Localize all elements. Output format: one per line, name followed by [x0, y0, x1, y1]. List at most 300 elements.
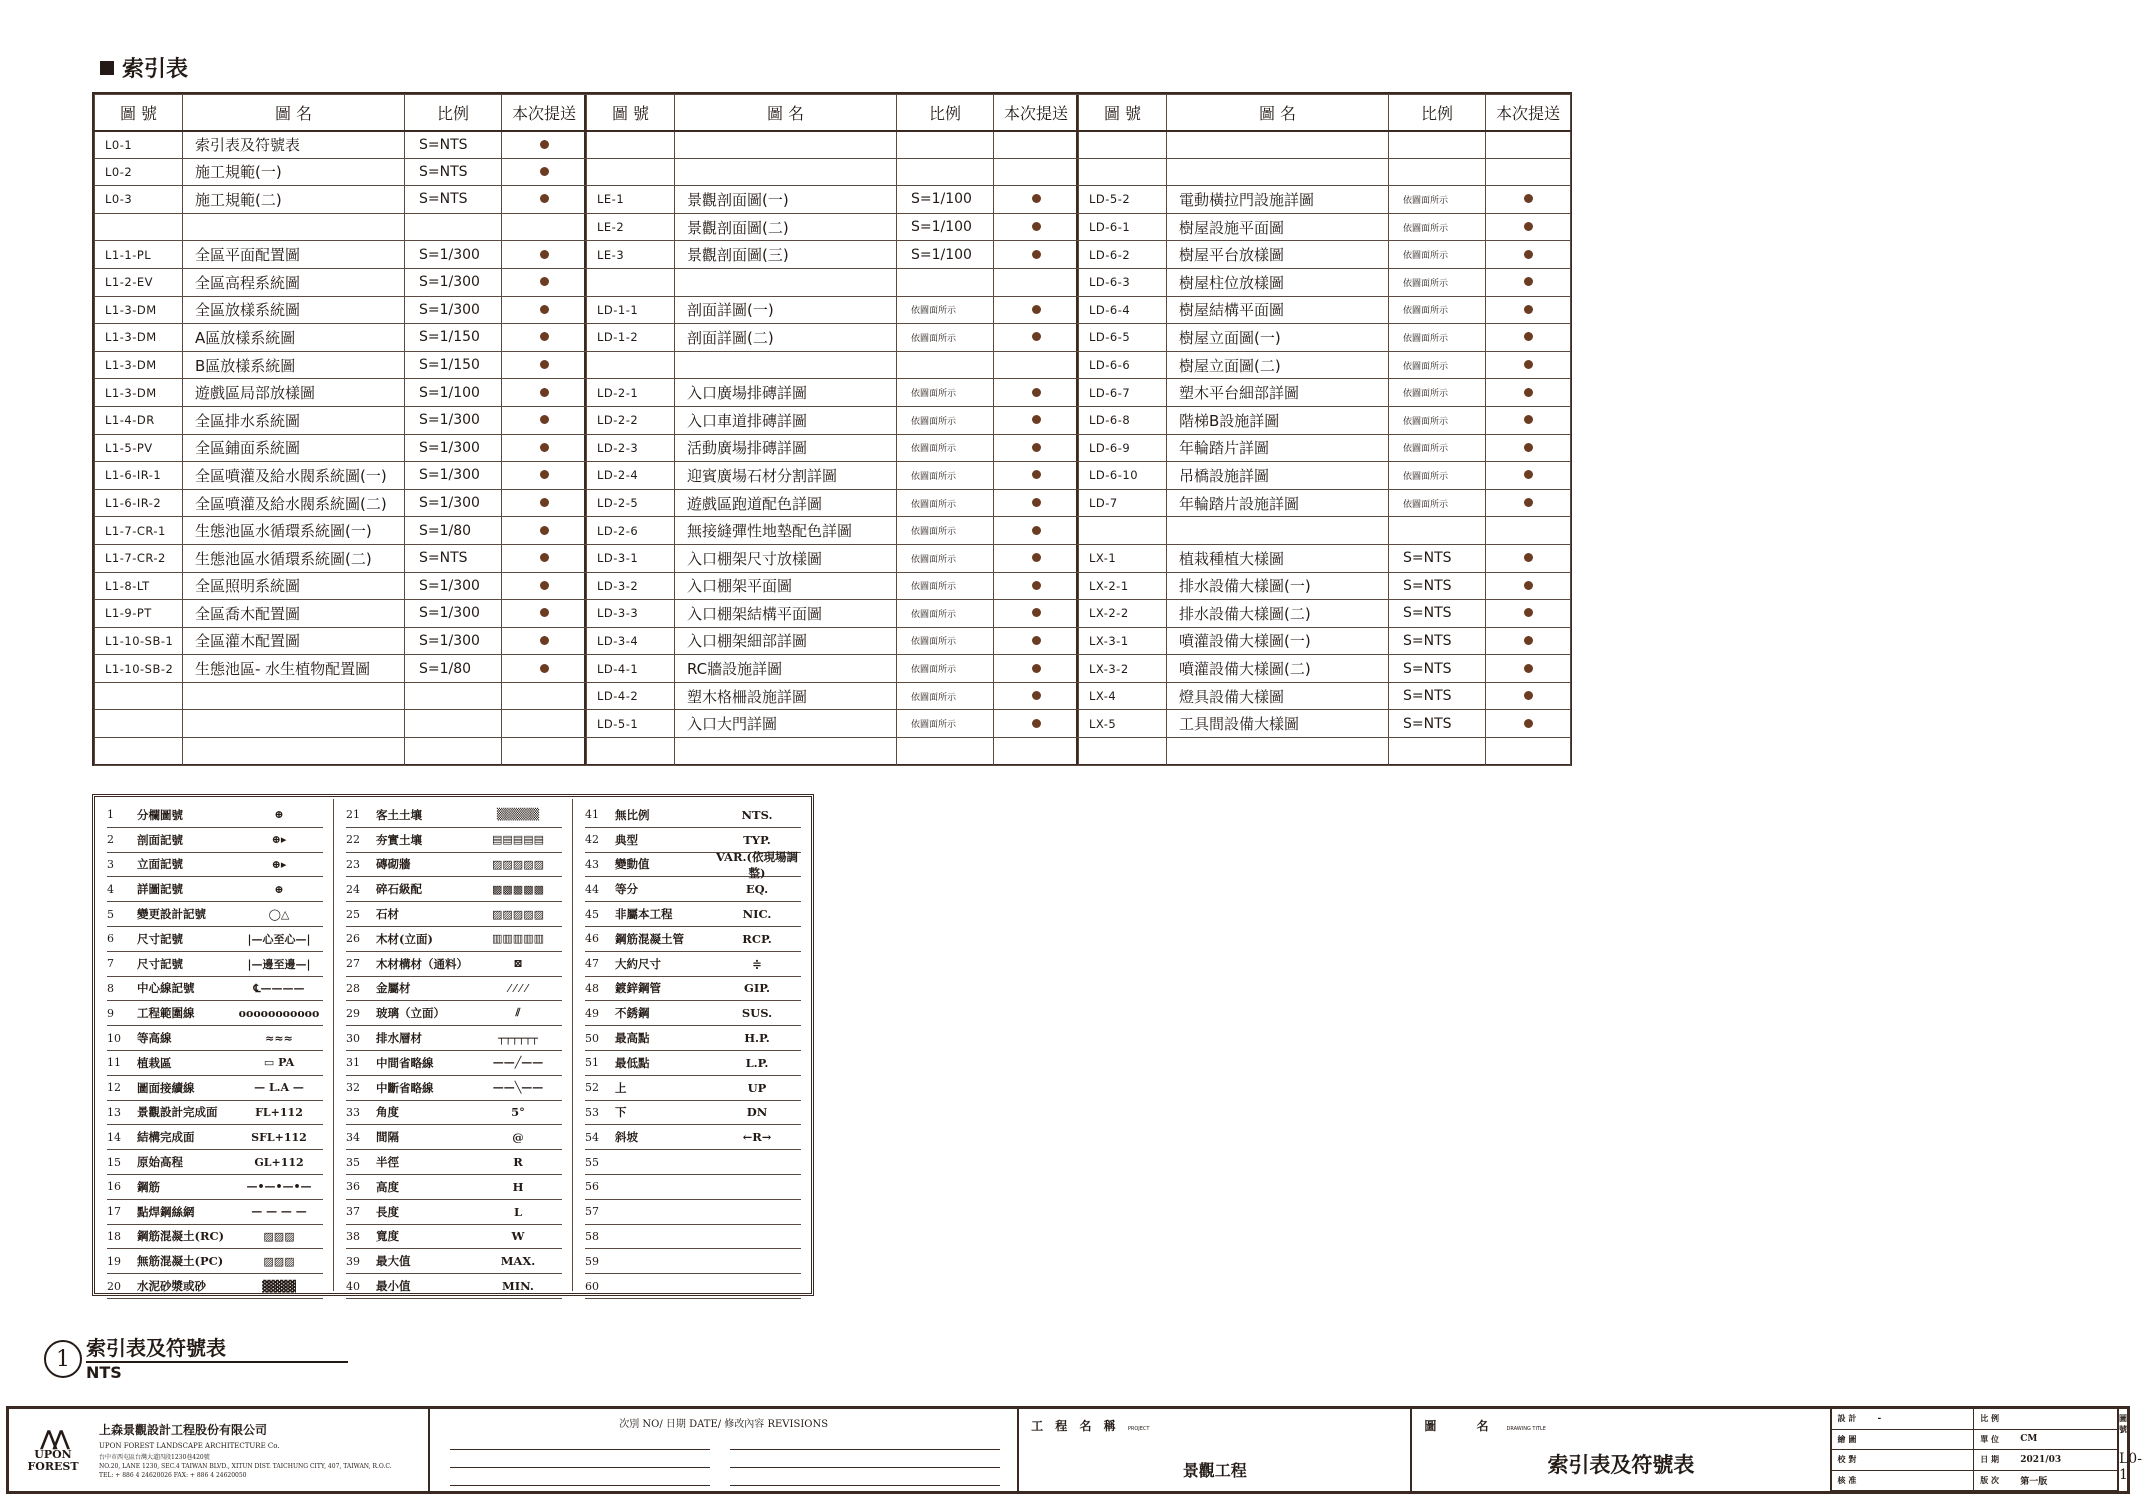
symbol-label: 夯實土壤 [376, 832, 422, 847]
drawing-title: 索引表及符號表 [1547, 1453, 1695, 1477]
symbol-label: 半徑 [376, 1155, 399, 1170]
symbol-row [585, 1274, 801, 1299]
index-group-1 [94, 94, 586, 764]
drawing-code: LD-4-1 [587, 655, 675, 683]
drawing-code: LD-2-5 [587, 489, 675, 517]
symbol-glyph: EQ. [745, 882, 769, 897]
symbol-glyph: ┬┬┬┬┬┬ [498, 1031, 538, 1045]
company-tel: TEL: + 886 4 24620026 FAX: + 886 4 24620050 [99, 1472, 247, 1479]
drawing-scale: 依圖面所示 [1389, 489, 1486, 517]
drawing-scale: S=NTS [1389, 710, 1486, 738]
submit-mark [502, 489, 587, 517]
symbol-column-2 [334, 799, 573, 1294]
symbol-number: 9 [107, 1006, 114, 1020]
symbol-label: 中心線記號 [137, 981, 195, 996]
drawing-name: 全區鋪面系統圖 [183, 434, 405, 462]
bullet-dot-icon [1524, 360, 1533, 369]
submit-mark [502, 572, 587, 600]
submit-mark [1486, 351, 1571, 379]
drawing-scale: 依圖面所示 [1389, 296, 1486, 324]
drawing-name: 工具間設備大樣圖 [1167, 710, 1389, 738]
caption-title: 索引表及符號表 [86, 1332, 348, 1363]
bullet-dot-icon [540, 305, 549, 314]
table-row [587, 738, 1079, 766]
symbol-row [585, 977, 801, 1002]
symbol-row [107, 1101, 323, 1126]
symbol-glyph: ⁄ ⁄ ⁄ ⁄ [508, 981, 528, 995]
submit-mark [1486, 489, 1571, 517]
drawing-name: 剖面詳圖(一) [675, 296, 897, 324]
drawing-code: LD-3-2 [587, 572, 675, 600]
drawing-code: LD-4-2 [587, 682, 675, 710]
bullet-dot-icon [1032, 498, 1041, 507]
symbol-number: 6 [107, 932, 114, 946]
submit-mark [502, 131, 587, 159]
symbol-glyph: ⫽ [515, 1006, 521, 1020]
symbol-label: 最高點 [615, 1031, 650, 1046]
symbol-glyph: NIC. [742, 907, 772, 922]
bullet-dot-icon [1524, 719, 1533, 728]
symbol-number: 50 [585, 1031, 599, 1045]
drawing-scale: S=NTS [1389, 600, 1486, 628]
table-row [587, 517, 1079, 545]
submit-mark [994, 324, 1079, 352]
drawing-scale [1389, 517, 1486, 545]
symbol-row [346, 1001, 562, 1026]
bullet-dot-icon [1032, 608, 1041, 617]
submit-mark [994, 296, 1079, 324]
drawing-name: 入口棚架細部詳圖 [675, 627, 897, 655]
symbol-number: 49 [585, 1006, 599, 1020]
symbol-glyph: |—心至心—| [247, 932, 311, 946]
drawing-scale: S=1/300 [405, 462, 502, 490]
drawing-name: 入口車道排磚詳圖 [675, 406, 897, 434]
symbol-glyph: ▨▨▨ [263, 1229, 295, 1243]
symbol-number: 17 [107, 1205, 121, 1219]
drawing-scale: S=1/300 [405, 296, 502, 324]
symbol-row [346, 1101, 562, 1126]
info-key: 設 計 [1837, 1413, 1857, 1424]
info-value: 第一版 [2020, 1476, 2048, 1487]
bullet-dot-icon [1032, 194, 1041, 203]
symbol-label: 變更設計記號 [137, 907, 206, 922]
symbol-row [107, 1026, 323, 1051]
symbol-row [346, 1150, 562, 1175]
symbol-number: 58 [585, 1229, 599, 1243]
drawing-code: LE-3 [587, 241, 675, 269]
bullet-dot-icon [1032, 470, 1041, 479]
table-row [95, 406, 587, 434]
table-row [587, 296, 1079, 324]
drawing-scale [405, 213, 502, 241]
symbol-label: 磚砌牆 [376, 857, 411, 872]
symbol-legend [92, 794, 814, 1296]
drawing-name: 生態池區- 水生植物配置圖 [183, 655, 405, 683]
symbol-row [107, 1125, 323, 1150]
symbol-row [346, 902, 562, 927]
drawing-name: 入口棚架平面圖 [675, 572, 897, 600]
symbol-glyph: ▨▨▨ [263, 1254, 295, 1268]
drawing-scale: 依圖面所示 [897, 600, 994, 628]
symbol-number: 43 [585, 857, 599, 871]
index-header-row [95, 95, 587, 131]
drawing-code: LD-6-6 [1079, 351, 1167, 379]
submit-mark [994, 351, 1079, 379]
drawing-code: LD-5-1 [587, 710, 675, 738]
table-row [587, 544, 1079, 572]
drawing-code: LE-2 [587, 213, 675, 241]
submit-mark [1486, 158, 1571, 186]
symbol-row [585, 1001, 801, 1026]
symbol-row [585, 877, 801, 902]
bullet-dot-icon [540, 581, 549, 590]
col-header-submit: 本次提送 [994, 95, 1079, 131]
drawing-code: L0-2 [95, 158, 183, 186]
symbol-label: 大約尺寸 [615, 956, 661, 971]
table-row [587, 379, 1079, 407]
drawing-name [183, 710, 405, 738]
symbol-glyph: H [512, 1179, 524, 1194]
symbol-row [107, 927, 323, 952]
bullet-dot-icon [1032, 332, 1041, 341]
table-row [587, 682, 1079, 710]
drawing-name: 無接縫彈性地墊配色詳圖 [675, 517, 897, 545]
symbol-glyph: ⊕ [274, 882, 284, 896]
symbol-number: 18 [107, 1229, 121, 1243]
drawing-code: LX-2-1 [1079, 572, 1167, 600]
table-row [587, 213, 1079, 241]
submit-mark [994, 434, 1079, 462]
bullet-dot-icon [540, 608, 549, 617]
drawing-scale: 依圖面所示 [897, 462, 994, 490]
drawing-scale: S=1/100 [405, 379, 502, 407]
index-table-3 [1078, 94, 1571, 766]
symbol-number: 44 [585, 882, 599, 896]
symbol-label: 石材 [376, 907, 399, 922]
bullet-dot-icon [1524, 305, 1533, 314]
table-row [1079, 600, 1571, 628]
symbol-row [107, 1249, 323, 1274]
symbol-glyph: @ [512, 1130, 524, 1145]
drawing-scale: S=1/300 [405, 268, 502, 296]
table-row [1079, 379, 1571, 407]
symbol-glyph: UP [747, 1080, 767, 1095]
submit-mark [502, 158, 587, 186]
drawing-scale: S=1/300 [405, 600, 502, 628]
symbol-number: 13 [107, 1105, 121, 1119]
drawing-scale [405, 738, 502, 766]
symbol-number: 54 [585, 1130, 599, 1144]
symbol-number: 52 [585, 1081, 599, 1095]
submit-mark [994, 268, 1079, 296]
col-header-scale: 比例 [1389, 95, 1486, 131]
symbol-glyph: ≈≈≈ [265, 1031, 293, 1045]
drawing-code: LX-2-2 [1079, 600, 1167, 628]
symbol-number: 19 [107, 1254, 121, 1268]
symbol-glyph: SFL+112 [251, 1130, 307, 1144]
symbol-number: 60 [585, 1279, 599, 1293]
symbol-label: 最低點 [615, 1055, 650, 1070]
symbol-number: 53 [585, 1105, 599, 1119]
symbol-label: 木材(立面) [376, 931, 433, 946]
submit-mark [502, 324, 587, 352]
table-row [95, 627, 587, 655]
symbol-row [585, 1249, 801, 1274]
symbol-glyph: ▒▒▒▒▒ [496, 808, 540, 822]
table-row [587, 655, 1079, 683]
bullet-dot-icon [540, 332, 549, 341]
drawing-title-block: 圖 名DRAWING TITLE 索引表及符號表 [1412, 1409, 1831, 1491]
symbol-label: 鋼筋混凝土管 [615, 931, 684, 946]
submit-mark [1486, 268, 1571, 296]
drawing-scale [405, 682, 502, 710]
drawing-info-grid [1832, 1409, 2119, 1491]
drawing-scale: 依圖面所示 [1389, 324, 1486, 352]
drawing-code: L1-10-SB-2 [95, 655, 183, 683]
table-row [95, 434, 587, 462]
symbol-glyph: ——╲—— [492, 1081, 544, 1095]
drawing-scale: S=NTS [405, 186, 502, 214]
symbol-number: 16 [107, 1180, 121, 1194]
table-row [95, 296, 587, 324]
drawing-name: 樹屋立面圖(二) [1167, 351, 1389, 379]
drawing-number-block [2119, 1409, 2142, 1491]
symbol-number: 2 [107, 833, 114, 847]
drawing-name [1167, 131, 1389, 159]
drawing-name: 樹屋結構平面圖 [1167, 296, 1389, 324]
symbol-label: 中斷省略線 [376, 1080, 434, 1095]
submit-mark [1486, 213, 1571, 241]
symbol-number: 32 [346, 1081, 360, 1095]
submit-mark [994, 406, 1079, 434]
table-row [95, 131, 587, 159]
submit-mark [502, 406, 587, 434]
drawing-scale: S=1/300 [405, 241, 502, 269]
symbol-number: 22 [346, 833, 360, 847]
drawing-code: L1-4-DR [95, 406, 183, 434]
drawing-code: LD-6-9 [1079, 434, 1167, 462]
drawing-name: 塑木格柵設施詳圖 [675, 682, 897, 710]
symbol-label: 高度 [376, 1179, 399, 1194]
company-address-en: NO.20, LANE 1230, SEC.4 TAIWAN BLVD., XITUN DIST. TAICHUNG CITY, 407, TAIWAN, R.O.C. [99, 1463, 392, 1470]
symbol-glyph: — — — — [251, 1205, 307, 1219]
submit-mark [994, 544, 1079, 572]
symbol-row [107, 902, 323, 927]
drawing-name [183, 213, 405, 241]
caption-scale: NTS [86, 1363, 122, 1382]
symbol-number: 4 [107, 882, 114, 896]
company-logo: ⋀⋀ UPON FOREST [19, 1428, 87, 1472]
symbol-label: 金屬材 [376, 981, 411, 996]
drawing-name: 全區灌木配置圖 [183, 627, 405, 655]
drawing-scale: 依圖面所示 [1389, 379, 1486, 407]
bullet-dot-icon [1524, 388, 1533, 397]
company-name-en: UPON FOREST LANDSCAPE ARCHITECTURE Co. [99, 1442, 280, 1450]
drawing-scale: S=NTS [1389, 655, 1486, 683]
submit-mark [1486, 738, 1571, 766]
table-row [95, 213, 587, 241]
bullet-dot-icon [540, 470, 549, 479]
symbol-number: 51 [585, 1056, 599, 1070]
drawing-name: RC牆設施詳圖 [675, 655, 897, 683]
submit-mark [994, 600, 1079, 628]
drawing-scale: S=1/80 [405, 517, 502, 545]
drawing-name: 施工規範(二) [183, 186, 405, 214]
table-row [1079, 517, 1571, 545]
symbol-label: 不銹鋼 [615, 1006, 650, 1021]
symbol-number: 29 [346, 1006, 360, 1020]
symbol-glyph: ▥▥▥▥▥ [492, 932, 544, 946]
symbol-number: 26 [346, 932, 360, 946]
drawing-scale: S=1/150 [405, 351, 502, 379]
title-block [6, 1406, 2142, 1494]
symbol-label: 長度 [376, 1204, 399, 1219]
symbol-glyph: DN [746, 1105, 768, 1120]
drawing-code: LX-4 [1079, 682, 1167, 710]
drawing-name [675, 158, 897, 186]
bullet-dot-icon [540, 553, 549, 562]
table-row [95, 324, 587, 352]
symbol-label: 剖面記號 [137, 832, 183, 847]
symbol-glyph: —•—•—•— [246, 1180, 312, 1194]
table-row [95, 600, 587, 628]
symbol-glyph: ▨▨▨▨▨ [492, 857, 544, 871]
bullet-dot-icon [1032, 443, 1041, 452]
symbol-glyph: ←R→ [742, 1130, 772, 1145]
submit-mark [502, 186, 587, 214]
symbol-number: 55 [585, 1155, 599, 1169]
drawing-code: LD-2-2 [587, 406, 675, 434]
drawing-scale: 依圖面所示 [1389, 462, 1486, 490]
table-row [1079, 131, 1571, 159]
bullet-dot-icon [540, 664, 549, 673]
symbol-number: 56 [585, 1180, 599, 1194]
drawing-name: 剖面詳圖(二) [675, 324, 897, 352]
drawing-name: 噴灌設備大樣圖(一) [1167, 627, 1389, 655]
info-cell [1974, 1409, 2117, 1430]
symbol-label: 間隔 [376, 1130, 399, 1145]
symbol-row [107, 803, 323, 828]
symbol-label: 無比例 [615, 807, 650, 822]
symbol-label: 等分 [615, 882, 638, 897]
drawing-code [587, 268, 675, 296]
table-row [1079, 268, 1571, 296]
symbol-label: 點焊鋼絲網 [137, 1204, 195, 1219]
info-cell [1832, 1471, 1975, 1492]
symbol-glyph: FL+112 [255, 1105, 303, 1119]
symbol-label: 下 [615, 1105, 627, 1120]
bullet-dot-icon [1032, 526, 1041, 535]
table-row [95, 517, 587, 545]
drawing-code: LD-6-10 [1079, 462, 1167, 490]
drawing-name: 入口大門詳圖 [675, 710, 897, 738]
drawing-name: 全區噴灌及給水閥系統圖(二) [183, 489, 405, 517]
submit-mark [994, 738, 1079, 766]
drawing-scale: S=1/100 [897, 213, 994, 241]
symbol-row [107, 1225, 323, 1250]
table-row [1079, 655, 1571, 683]
table-row [1079, 627, 1571, 655]
table-row [1079, 324, 1571, 352]
drawing-name: 景觀剖面圖(一) [675, 186, 897, 214]
drawing-scale: S=NTS [405, 158, 502, 186]
symbol-row [585, 1225, 801, 1250]
symbol-number: 25 [346, 907, 360, 921]
drawing-name: 全區噴灌及給水閥系統圖(一) [183, 462, 405, 490]
drawing-code: L1-3-DM [95, 379, 183, 407]
drawing-scale: 依圖面所示 [897, 710, 994, 738]
drawing-code: L1-9-PT [95, 600, 183, 628]
drawing-scale: 依圖面所示 [897, 655, 994, 683]
drawing-scale: 依圖面所示 [1389, 351, 1486, 379]
drawing-scale [1389, 158, 1486, 186]
info-value: 2021/03 [2020, 1454, 2062, 1465]
bullet-dot-icon [540, 415, 549, 424]
info-key: 繪 圖 [1837, 1433, 1857, 1444]
submit-mark [1486, 462, 1571, 490]
symbol-glyph: ▩▩▩▩▩ [492, 882, 544, 896]
symbol-row [346, 1274, 562, 1299]
symbol-row [346, 828, 562, 853]
drawing-number: L0-1 [2119, 1451, 2142, 1483]
symbol-row [585, 803, 801, 828]
drawing-name: A區放樣系統圖 [183, 324, 405, 352]
submit-mark [502, 213, 587, 241]
symbol-number: 27 [346, 957, 360, 971]
table-row [1079, 213, 1571, 241]
symbol-row [585, 1125, 801, 1150]
info-value: CM [2020, 1434, 2038, 1445]
bullet-dot-icon [540, 277, 549, 286]
symbol-row [107, 1200, 323, 1225]
project-label: 工 程 名 稱 [1031, 1419, 1120, 1433]
drawing-name: 年輪踏片設施詳圖 [1167, 489, 1389, 517]
symbol-number: 3 [107, 857, 114, 871]
symbol-glyph: W [511, 1229, 525, 1244]
drawing-name [675, 738, 897, 766]
company-name-cn: 上森景觀設計工程股份有限公司 [99, 1423, 268, 1437]
index-table-1 [94, 94, 587, 766]
submit-mark [1486, 710, 1571, 738]
table-row [587, 268, 1079, 296]
drawing-scale: 依圖面所示 [897, 517, 994, 545]
submit-mark [1486, 379, 1571, 407]
symbol-label: 植栽區 [137, 1055, 172, 1070]
drawing-name: 全區照明系統圖 [183, 572, 405, 600]
symbol-glyph: ≑ [752, 956, 762, 971]
bullet-dot-icon [1032, 222, 1041, 231]
drawing-code: LD-6-5 [1079, 324, 1167, 352]
submit-mark [994, 655, 1079, 683]
bullet-dot-icon [1524, 277, 1533, 286]
drawing-name: 樹屋平台放樣圖 [1167, 241, 1389, 269]
bullet-dot-icon [1032, 636, 1041, 645]
submit-mark [502, 655, 587, 683]
symbol-row [346, 803, 562, 828]
info-cell [1974, 1430, 2117, 1451]
symbol-row [107, 1150, 323, 1175]
company-block [9, 1409, 430, 1491]
drawing-scale: 依圖面所示 [897, 489, 994, 517]
drawing-name: 全區喬木配置圖 [183, 600, 405, 628]
table-row [95, 379, 587, 407]
drawing-name: 樹屋柱位放樣圖 [1167, 268, 1389, 296]
bullet-dot-icon [540, 167, 549, 176]
symbol-glyph: H.P. [744, 1031, 770, 1046]
symbol-number: 38 [346, 1229, 360, 1243]
symbol-row [107, 1076, 323, 1101]
symbol-row [346, 1200, 562, 1225]
